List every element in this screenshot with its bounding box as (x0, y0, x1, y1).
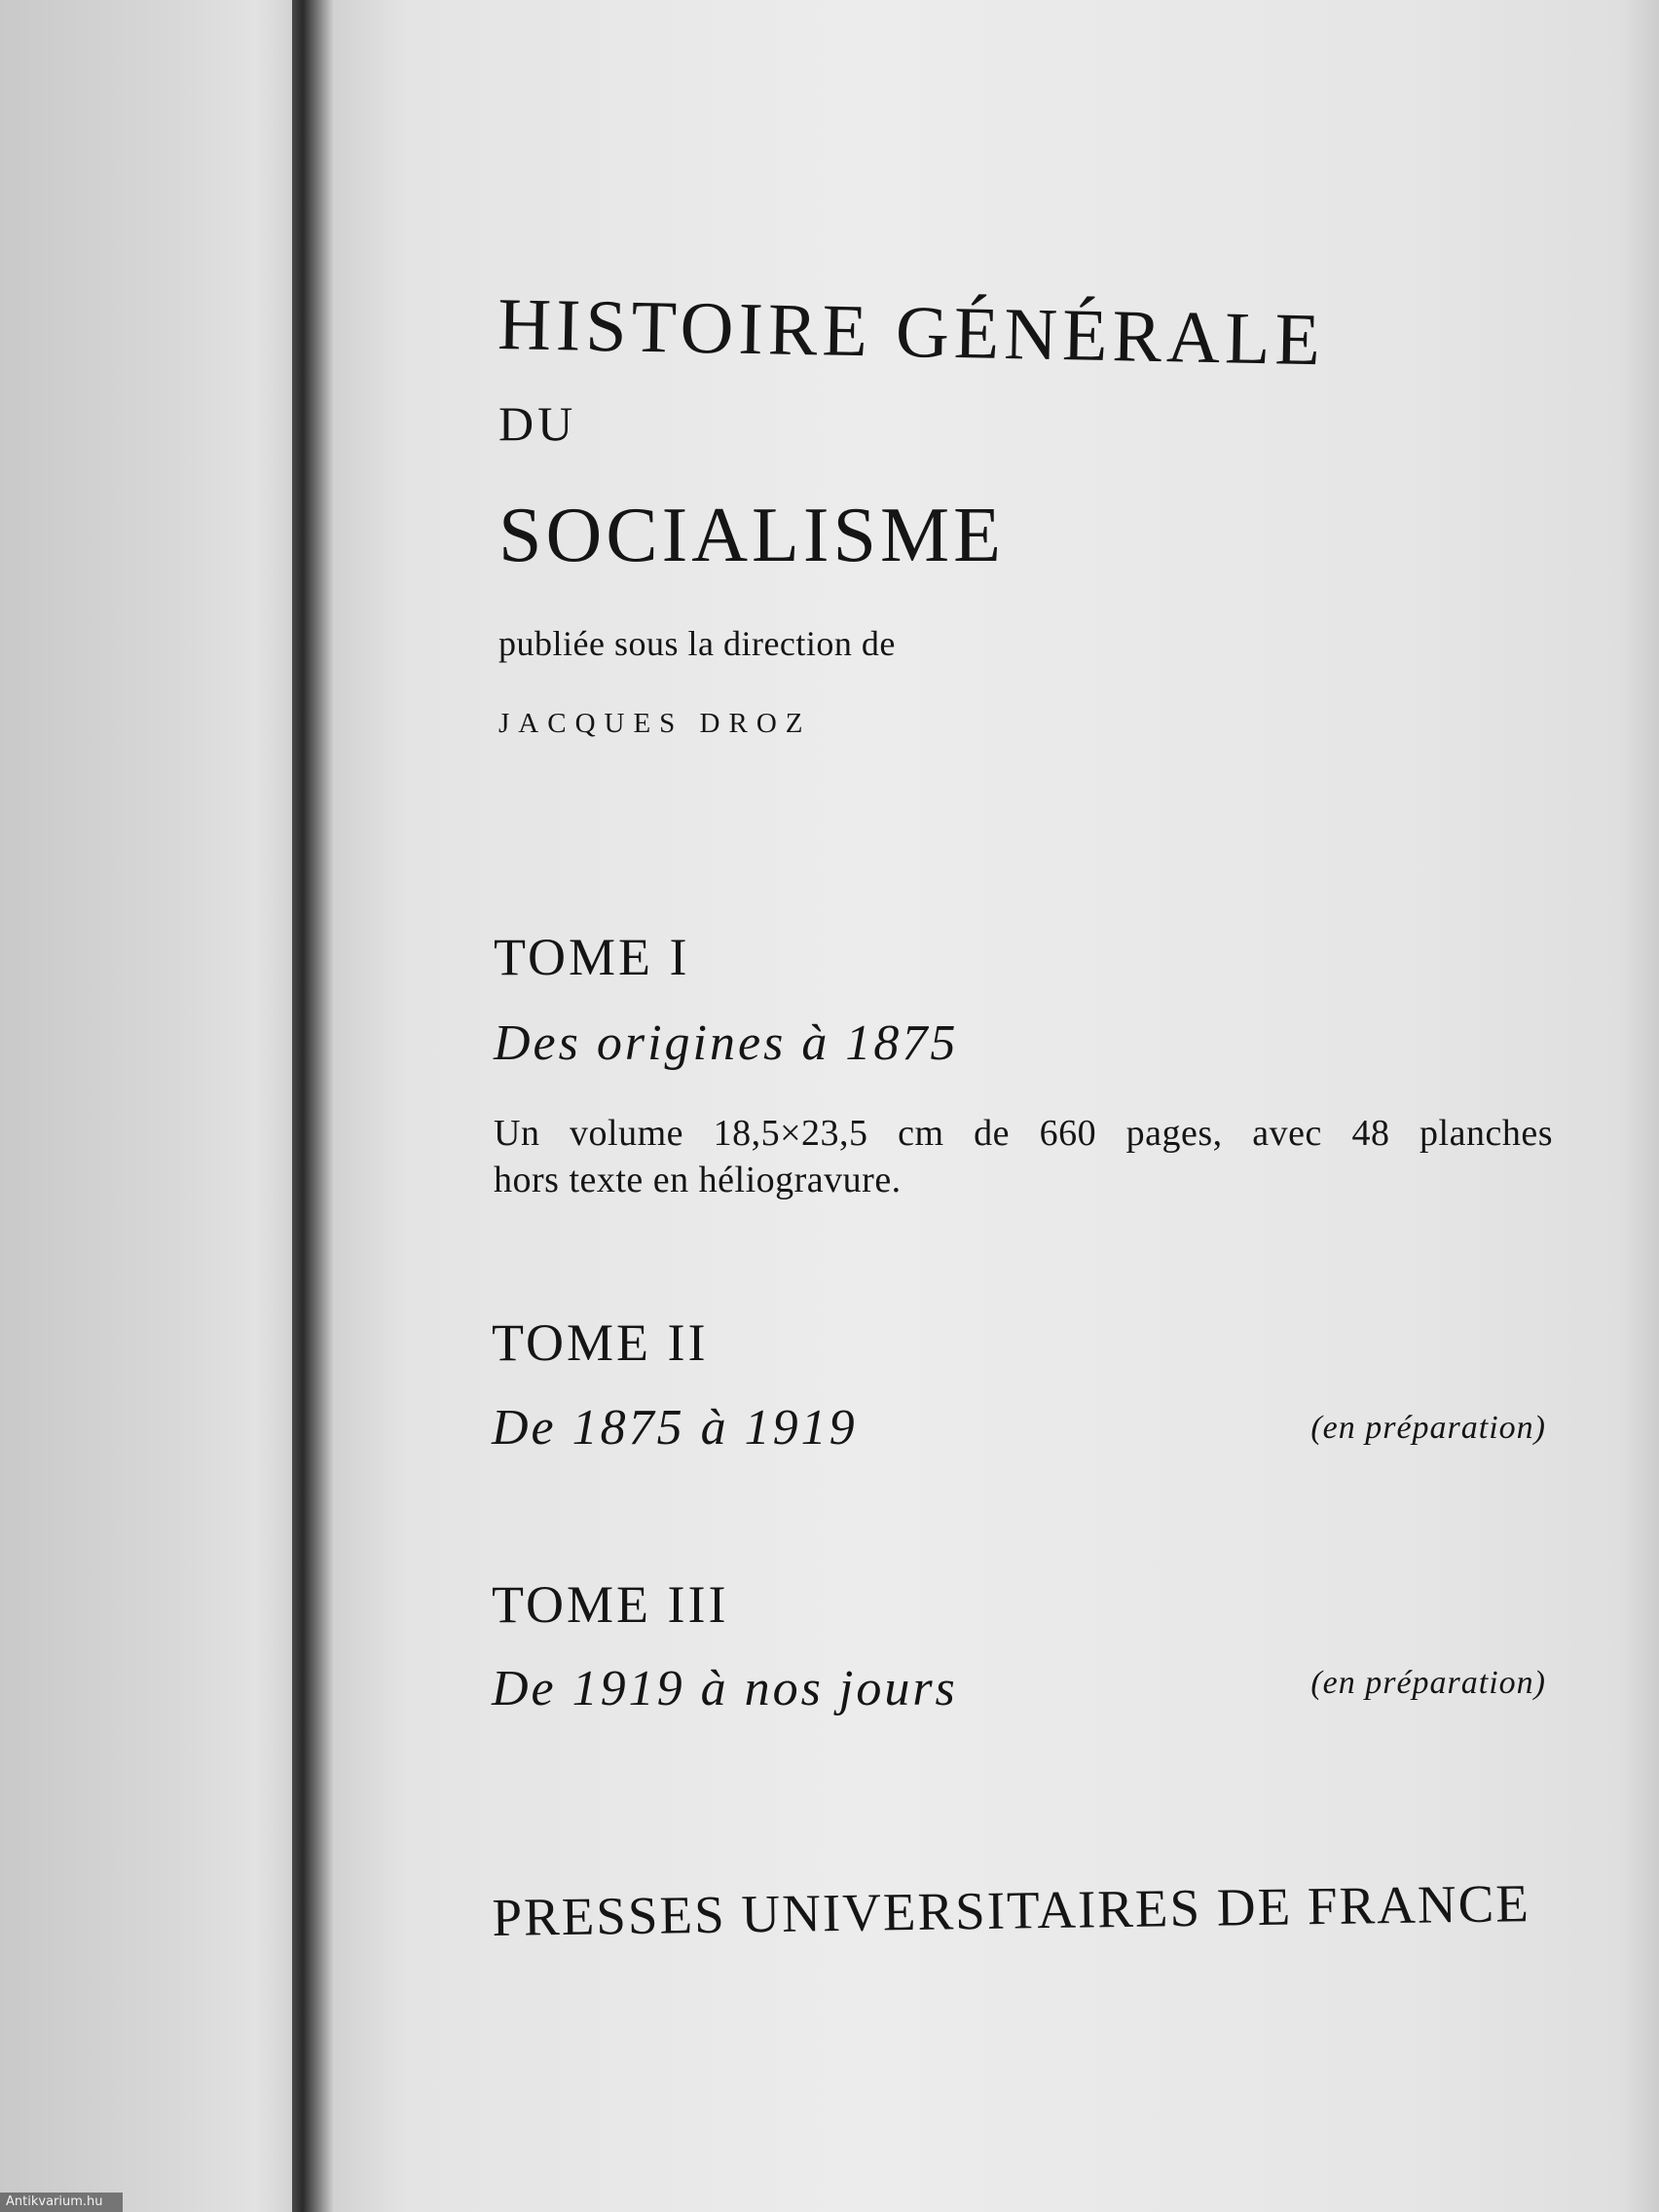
tome-1-subtitle: Des origines à 1875 (494, 1015, 959, 1071)
tome-1-description (494, 1110, 1553, 1203)
description-word: Un (494, 1113, 540, 1154)
title-du: DU (498, 396, 577, 451)
title-socialisme: SOCIALISME (498, 493, 1006, 578)
watermark: Antikvarium.hu (0, 2193, 123, 2212)
left-page (0, 0, 302, 2212)
tome-2-status: (en préparation) (1310, 1410, 1546, 1446)
tome-1-description-line-1 (494, 1110, 1553, 1157)
book-gutter (292, 0, 335, 2212)
tome-2-label: TOME II (492, 1313, 709, 1372)
tome-3-status: (en préparation) (1310, 1665, 1546, 1701)
tome-2-subtitle: De 1875 à 1919 (492, 1400, 858, 1456)
director-name: JACQUES DROZ (498, 708, 812, 739)
tome-3-label: TOME III (492, 1575, 729, 1634)
description-word: pages, (1125, 1113, 1223, 1154)
published-under-text: publiée sous la direction de (498, 624, 896, 663)
description-word: cm (898, 1113, 944, 1154)
tome-1-description-line-2: hors texte en héliogravure. (494, 1160, 902, 1200)
description-word: planches (1419, 1113, 1553, 1154)
description-word: de (974, 1113, 1010, 1154)
description-word: 660 (1039, 1113, 1097, 1154)
description-word: 48 (1351, 1113, 1390, 1154)
description-word: volume (570, 1113, 684, 1154)
tome-3-subtitle: De 1919 à nos jours (492, 1661, 958, 1716)
page-edge-shadow (1620, 0, 1659, 2212)
publisher-name: PRESSES UNIVERSITAIRES DE FRANCE (492, 1873, 1531, 1947)
title-histoire-generale: HISTOIRE GÉNÉRALE (497, 282, 1326, 382)
tome-1-label: TOME I (494, 928, 690, 986)
description-word: 18,5×23,5 (713, 1113, 868, 1154)
description-word: avec (1252, 1113, 1322, 1154)
